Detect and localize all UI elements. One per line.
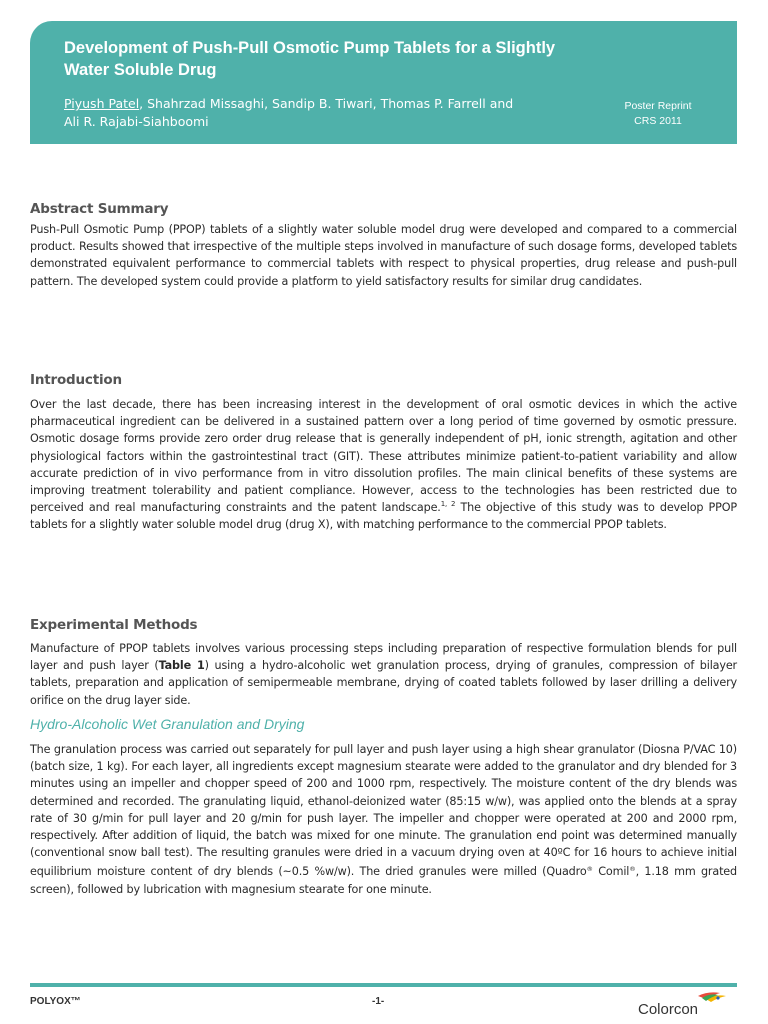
granulation-body-end: , 1.18 mm grated screen), followed by lubrication with magnesium stearate for one minute. (30, 865, 737, 896)
registered-mark: ® (586, 865, 593, 874)
methods-body: Manufacture of PPOP tablets involves various processing steps including preparation of respective formulation blends for pull layer and push layer ( (30, 642, 737, 673)
intro-body-end: The objective of this study was to develop PPOP tablets for a slightly water soluble model drug (drug X), with matching performance to the commercial PPOP tablets. (30, 501, 738, 532)
abstract-text: Push-Pull Osmotic Pump (PPOP) tablets of a slightly water soluble model drug were developed and compared to a commercial product. Results showed that irrespective of the multiple steps involved in manufacture of such dosage forms, developed tablets demonstrated equivalent performance to commercial tablets with respect to physical properties, drug release and push-pull pattern. The developed system could provide a platform to yield satisfactory results for similar drug candidates. (30, 223, 737, 288)
footer-divider (30, 983, 737, 987)
abstract-heading: Abstract Summary (30, 201, 169, 217)
methods-body-end: ) using a hydro-alcoholic wet granulation process, drying of granules, compression of bilayer tablets, preparation and application of semipermeable membrane, drying of coated tablets followed by laser drilling a delivery orifice on the drug layer side. (30, 659, 738, 707)
granulation-comil: Comil (592, 865, 630, 879)
granulation-body: The granulation process was carried out separately for pull layer and push layer using a high shear granulator (Diosna P/VAC 10) (batch size, 1 kg). For each layer, all ingredients except magnesium stearate were added to the granulator and dry blended for 3 minutes using an impeller and chopper speed of 200 and 1000 rpm, respectively. The moisture content of the dry blends was determined and recorded. The granulating liquid, ethanol-deionized water (85:15 w/w), was applied onto the blends at a spray rate of 30 g/min for pull layer and 20 g/min for push layer. The impeller and chopper were operated at 200 and 2000 rpm, respectively. After addition of liquid, the batch was mixed for one minute. The granulation end point was determined manually (conventional snow ball test). The resulting granules were dried in a vacuum drying oven at 40ºC for 16 hours to achieve initial equilibrium moisture content of dry blends (~0.5 %w/w). The dried granules were milled (Quadro (30, 743, 737, 879)
first-author-link[interactable]: Piyush Patel (64, 96, 140, 111)
intro-body: Over the last decade, there has been increasing interest in the development of oral osmotic devices in which the active pharmaceutical ingredient can be delivered in a sustained pattern over a long period of time governed by osmotic pressure. Osmotic dosage forms provide zero order drug release that is generally independent of pH, ionic strength, agitation and other physiological factors within the gastrointestinal tract (GIT). These attributes minimize patient-to-patient variability and allow accurate prediction of in vivo performance from in vitro dissolution profiles. The main clinical benefits of these systems are improving treatment tolerability and patient compliance. However, access to the technologies has been restricted due to perceived and real manufacturing constraints and the patent landscape. (30, 398, 737, 515)
colorcon-logo-icon (636, 990, 731, 1020)
introduction-text (30, 396, 737, 534)
reprint-line-1: Poster Reprint (624, 100, 692, 112)
authors-line-1 (64, 95, 564, 113)
reprint-label (603, 99, 713, 129)
reference-superscript: 1, 2 (440, 500, 456, 509)
header-banner (30, 21, 737, 144)
authors-line-2: Ali R. Rajabi-Siahboomi (64, 114, 209, 129)
footer-brand: POLYOX™ (30, 996, 81, 1007)
granulation-text (30, 741, 737, 898)
methods-text (30, 640, 737, 709)
logo-wordmark: Colorcon (638, 1001, 699, 1018)
title-line-1: Development of Push-Pull Osmotic Pump Tablets for a Slightly (64, 39, 556, 57)
page-number: -1- (372, 996, 385, 1007)
poster-title (64, 37, 654, 81)
introduction-heading: Introduction (30, 372, 122, 388)
title-line-2: Water Soluble Drug (64, 61, 217, 79)
registered-mark-2: ® (629, 865, 636, 874)
reprint-line-2: CRS 2011 (634, 115, 682, 127)
methods-heading: Experimental Methods (30, 617, 198, 633)
authors-rest: , Shahrzad Missaghi, Sandip B. Tiwari, Thomas P. Farrell and (139, 96, 514, 111)
author-list (64, 95, 564, 131)
table-reference: Table 1 (158, 659, 205, 673)
granulation-subheading: Hydro-Alcoholic Wet Granulation and Drying (30, 716, 305, 732)
